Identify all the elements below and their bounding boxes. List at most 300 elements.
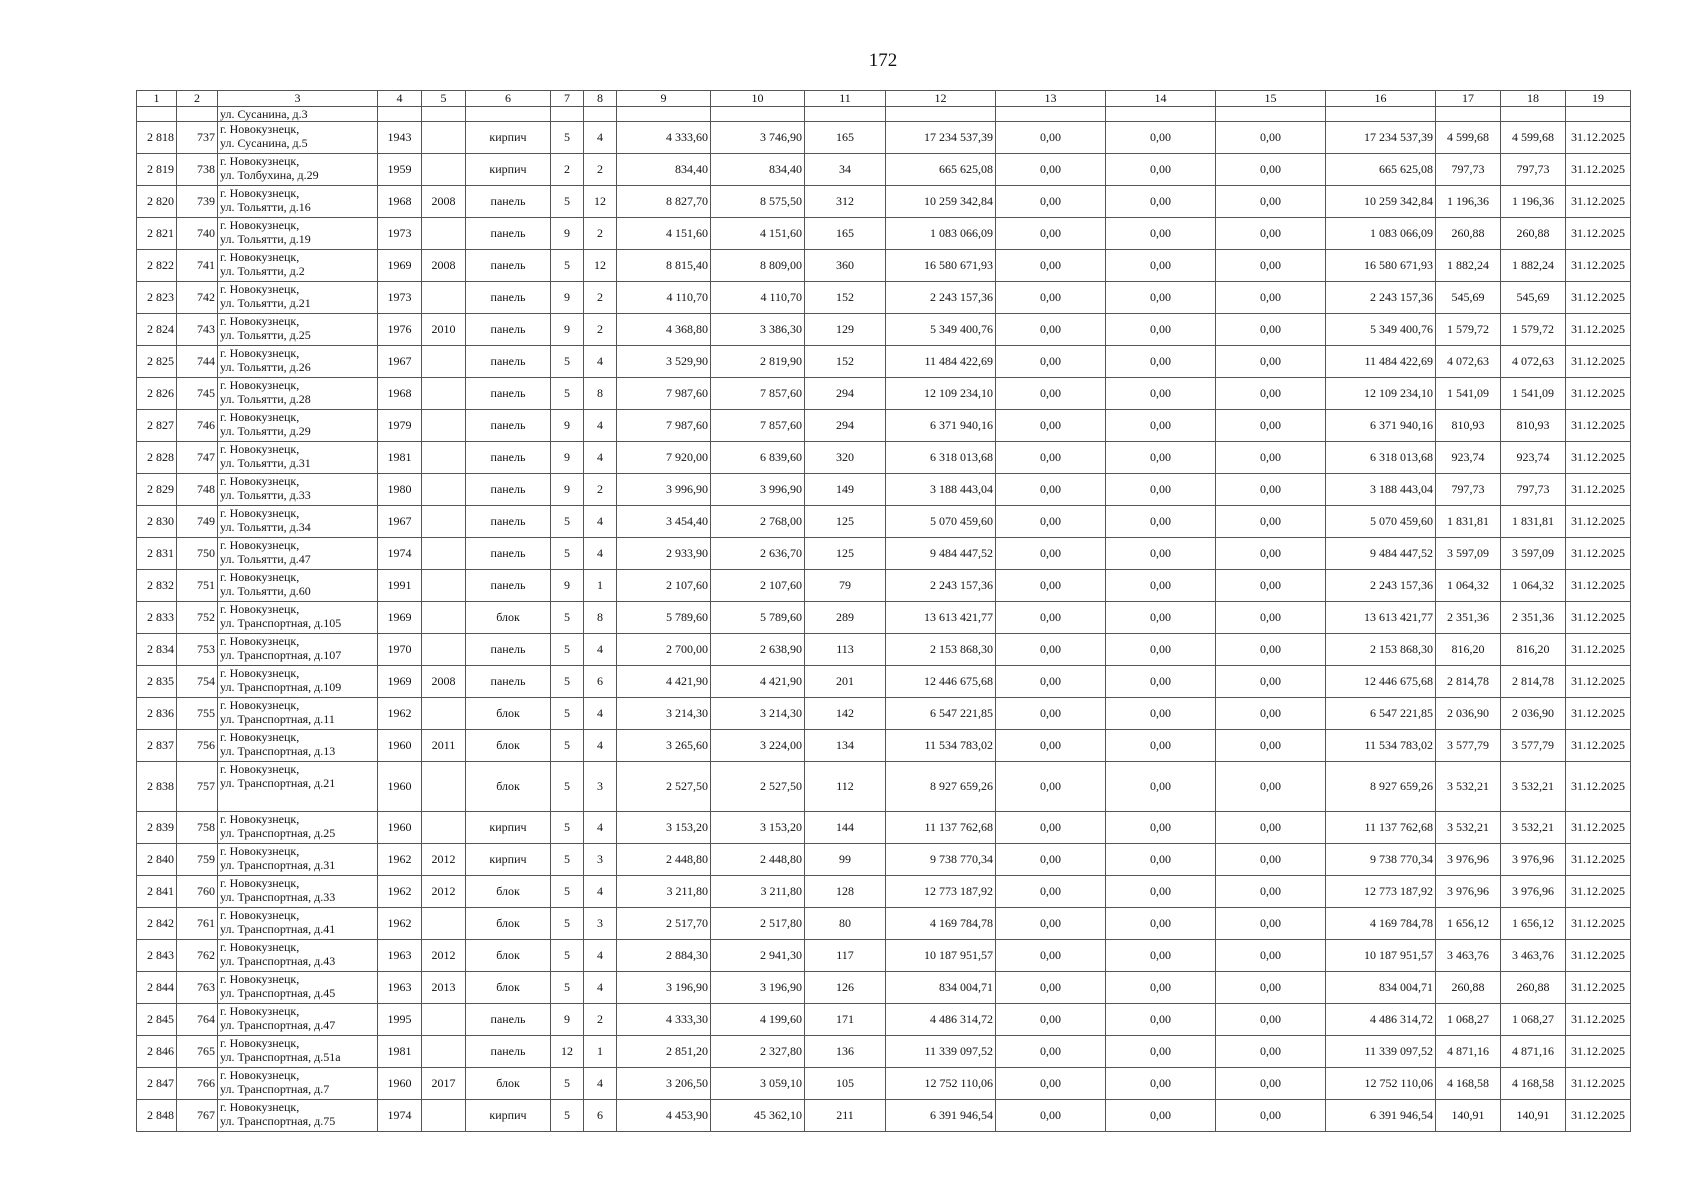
- owner-funds-cell: 6 318 013,68: [1326, 442, 1436, 474]
- record-number-cell: 2 844: [137, 972, 177, 1004]
- unit-cost-cell: 3 976,96: [1436, 844, 1501, 876]
- federal-funds-cell: 0,00: [996, 1100, 1106, 1132]
- wall-material-cell: панель: [466, 666, 551, 698]
- table-body: [137, 107, 1631, 1132]
- table-row: [137, 314, 1631, 346]
- federal-funds-cell: 0,00: [996, 602, 1106, 634]
- federal-funds-cell: 0,00: [996, 1068, 1106, 1100]
- entrances-cell: 4: [584, 876, 617, 908]
- residents-cell: 112: [805, 762, 886, 812]
- year-built-cell: 1962: [378, 698, 422, 730]
- table-row: [137, 730, 1631, 762]
- entrances-cell: 4: [584, 972, 617, 1004]
- regional-funds-cell: 0,00: [1106, 908, 1216, 940]
- floors-cell: 9: [551, 474, 584, 506]
- max-unit-cost-cell: 1 196,36: [1501, 186, 1566, 218]
- total-area-cell: 7 920,00: [617, 442, 711, 474]
- local-funds-cell: 0,00: [1216, 908, 1326, 940]
- floors-cell: 12: [551, 1036, 584, 1068]
- address-cell: [218, 940, 378, 972]
- entrances-cell: 4: [584, 940, 617, 972]
- owner-funds-cell: 11 339 097,52: [1326, 1036, 1436, 1068]
- residential-area-cell: 3 153,20: [711, 812, 805, 844]
- entrances-cell: 6: [584, 666, 617, 698]
- year-renovated-cell: [422, 218, 466, 250]
- year-renovated-cell: [422, 602, 466, 634]
- address-city: г. Новокузнецк,: [220, 282, 300, 296]
- table-row: [137, 1036, 1631, 1068]
- entrances-cell: 4: [584, 506, 617, 538]
- year-renovated-cell: 2017: [422, 1068, 466, 1100]
- wall-material-cell: блок: [466, 1068, 551, 1100]
- residential-area-cell: 2 448,80: [711, 844, 805, 876]
- address-city: г. Новокузнецк,: [220, 538, 300, 552]
- federal-funds-cell: 0,00: [996, 474, 1106, 506]
- sequence-number-cell: 748: [177, 474, 218, 506]
- sequence-number-cell: 754: [177, 666, 218, 698]
- regional-funds-cell: 0,00: [1106, 666, 1216, 698]
- address-cell: [218, 666, 378, 698]
- table-row: [137, 570, 1631, 602]
- total-cost-cell: 17 234 537,39: [886, 122, 996, 154]
- year-renovated-cell: [422, 282, 466, 314]
- completion-date-cell: 31.12.2025: [1566, 812, 1631, 844]
- year-renovated-cell: [422, 812, 466, 844]
- unit-cost-cell: 3 597,09: [1436, 538, 1501, 570]
- floors-cell: 5: [551, 698, 584, 730]
- wall-material-cell: блок: [466, 602, 551, 634]
- sequence-number-cell: 739: [177, 186, 218, 218]
- owner-funds-cell: 3 188 443,04: [1326, 474, 1436, 506]
- regional-funds-cell: 0,00: [1106, 1036, 1216, 1068]
- floors-cell: 5: [551, 812, 584, 844]
- owner-funds-cell: 8 927 659,26: [1326, 762, 1436, 812]
- sequence-number-cell: 744: [177, 346, 218, 378]
- address-city: г. Новокузнецк,: [220, 940, 300, 954]
- sequence-number-cell: 765: [177, 1036, 218, 1068]
- address-city: г. Новокузнецк,: [220, 474, 300, 488]
- entrances-cell: 2: [584, 282, 617, 314]
- completion-date-cell: 31.12.2025: [1566, 762, 1631, 812]
- residents-cell: 142: [805, 698, 886, 730]
- completion-date-cell: 31.12.2025: [1566, 698, 1631, 730]
- regional-funds-cell: 0,00: [1106, 762, 1216, 812]
- address-cell: [218, 698, 378, 730]
- unit-cost-cell: 260,88: [1436, 972, 1501, 1004]
- address-city: г. Новокузнецк,: [220, 570, 300, 584]
- entrances-cell: 3: [584, 908, 617, 940]
- federal-funds-cell: 0,00: [996, 762, 1106, 812]
- entrances-cell: 3: [584, 762, 617, 812]
- unit-cost-cell: 923,74: [1436, 442, 1501, 474]
- wall-material-cell: кирпич: [466, 844, 551, 876]
- entrances-cell: 4: [584, 812, 617, 844]
- owner-funds-cell: 12 752 110,06: [1326, 1068, 1436, 1100]
- owner-funds-cell: 9 738 770,34: [1326, 844, 1436, 876]
- column-header-2: 2: [177, 91, 218, 107]
- sequence-number-cell: 755: [177, 698, 218, 730]
- table-row: [137, 940, 1631, 972]
- total-cost-cell: 2 243 157,36: [886, 282, 996, 314]
- local-funds-cell: 0,00: [1216, 634, 1326, 666]
- local-funds-cell: 0,00: [1216, 698, 1326, 730]
- total-cost-cell: 12 773 187,92: [886, 876, 996, 908]
- sequence-number-cell: 757: [177, 762, 218, 812]
- max-unit-cost-cell: 1 656,12: [1501, 908, 1566, 940]
- address-cell: [218, 314, 378, 346]
- total-area-cell: 3 996,90: [617, 474, 711, 506]
- residential-area-cell: 2 768,00: [711, 506, 805, 538]
- table-row: [137, 844, 1631, 876]
- year-renovated-cell: [422, 908, 466, 940]
- completion-date-cell: 31.12.2025: [1566, 442, 1631, 474]
- local-funds-cell: 0,00: [1216, 346, 1326, 378]
- unit-cost-cell: 2 036,90: [1436, 698, 1501, 730]
- total-area-cell: 2 851,20: [617, 1036, 711, 1068]
- residents-cell: 144: [805, 812, 886, 844]
- wall-material-cell: блок: [466, 698, 551, 730]
- total-cost-cell: 4 169 784,78: [886, 908, 996, 940]
- completion-date-cell: 31.12.2025: [1566, 570, 1631, 602]
- wall-material-cell: панель: [466, 442, 551, 474]
- total-area-cell: 4 453,90: [617, 1100, 711, 1132]
- entrances-cell: 4: [584, 346, 617, 378]
- year-renovated-cell: [422, 442, 466, 474]
- owner-funds-cell: 12 446 675,68: [1326, 666, 1436, 698]
- table-row: [137, 442, 1631, 474]
- local-funds-cell: 0,00: [1216, 282, 1326, 314]
- entrances-cell: 4: [584, 122, 617, 154]
- year-renovated-cell: [422, 538, 466, 570]
- total-area-cell: 4 110,70: [617, 282, 711, 314]
- max-unit-cost-cell: 545,69: [1501, 282, 1566, 314]
- column-header-4: 4: [378, 91, 422, 107]
- local-funds-cell: 0,00: [1216, 1036, 1326, 1068]
- address-cell: [218, 538, 378, 570]
- record-number-cell: 2 837: [137, 730, 177, 762]
- column-header-18: 18: [1501, 91, 1566, 107]
- address-cell: [218, 1068, 378, 1100]
- total-cost-cell: 16 580 671,93: [886, 250, 996, 282]
- completion-date-cell: 31.12.2025: [1566, 506, 1631, 538]
- record-number-cell: 2 846: [137, 1036, 177, 1068]
- year-renovated-cell: 2012: [422, 844, 466, 876]
- year-built-cell: 1981: [378, 442, 422, 474]
- year-renovated-cell: [422, 122, 466, 154]
- unit-cost-cell: 2 351,36: [1436, 602, 1501, 634]
- max-unit-cost-cell: 3 577,79: [1501, 730, 1566, 762]
- max-unit-cost-cell: 260,88: [1501, 218, 1566, 250]
- unit-cost-cell: 545,69: [1436, 282, 1501, 314]
- address-cell: [218, 812, 378, 844]
- address-cell: [218, 282, 378, 314]
- wall-material-cell: панель: [466, 634, 551, 666]
- floors-cell: 9: [551, 218, 584, 250]
- completion-date-cell: 31.12.2025: [1566, 314, 1631, 346]
- floors-cell: 9: [551, 282, 584, 314]
- regional-funds-cell: 0,00: [1106, 154, 1216, 186]
- residents-cell: 320: [805, 442, 886, 474]
- residential-area-cell: 2 819,90: [711, 346, 805, 378]
- record-number-cell: 2 829: [137, 474, 177, 506]
- residential-area-cell: 8 575,50: [711, 186, 805, 218]
- address-cell: [218, 602, 378, 634]
- address-city: г. Новокузнецк,: [220, 122, 300, 136]
- total-cost-cell: 12 446 675,68: [886, 666, 996, 698]
- federal-funds-cell: 0,00: [996, 538, 1106, 570]
- owner-funds-cell: 2 243 157,36: [1326, 570, 1436, 602]
- page-number: 172: [868, 50, 898, 71]
- completion-date-cell: 31.12.2025: [1566, 844, 1631, 876]
- year-built-cell: 1980: [378, 474, 422, 506]
- local-funds-cell: 0,00: [1216, 538, 1326, 570]
- floors-cell: 5: [551, 876, 584, 908]
- local-funds-cell: 0,00: [1216, 844, 1326, 876]
- federal-funds-cell: 0,00: [996, 186, 1106, 218]
- unit-cost-cell: 1 064,32: [1436, 570, 1501, 602]
- max-unit-cost-cell: 2 814,78: [1501, 666, 1566, 698]
- owner-funds-cell: 834 004,71: [1326, 972, 1436, 1004]
- year-renovated-cell: 2012: [422, 876, 466, 908]
- sequence-number-cell: 745: [177, 378, 218, 410]
- regional-funds-cell: 0,00: [1106, 730, 1216, 762]
- federal-funds-cell: 0,00: [996, 876, 1106, 908]
- residential-area-cell: 7 857,60: [711, 378, 805, 410]
- residential-area-cell: 5 789,60: [711, 602, 805, 634]
- floors-cell: 5: [551, 634, 584, 666]
- unit-cost-cell: 1 656,12: [1436, 908, 1501, 940]
- floors-cell: 5: [551, 346, 584, 378]
- record-number-cell: 2 823: [137, 282, 177, 314]
- regional-funds-cell: 0,00: [1106, 346, 1216, 378]
- federal-funds-cell: 0,00: [996, 154, 1106, 186]
- local-funds-cell: 0,00: [1216, 314, 1326, 346]
- table-row: [137, 812, 1631, 844]
- year-built-cell: 1943: [378, 122, 422, 154]
- address-cell: [218, 908, 378, 940]
- entrances-cell: 2: [584, 154, 617, 186]
- year-built-cell: 1967: [378, 506, 422, 538]
- record-number-cell: 2 825: [137, 346, 177, 378]
- address-city: г. Новокузнецк,: [220, 218, 300, 232]
- federal-funds-cell: 0,00: [996, 442, 1106, 474]
- regional-funds-cell: 0,00: [1106, 1068, 1216, 1100]
- unit-cost-cell: 260,88: [1436, 218, 1501, 250]
- entrances-cell: 8: [584, 602, 617, 634]
- residents-cell: 149: [805, 474, 886, 506]
- local-funds-cell: 0,00: [1216, 122, 1326, 154]
- max-unit-cost-cell: 1 064,32: [1501, 570, 1566, 602]
- total-cost-cell: 11 484 422,69: [886, 346, 996, 378]
- total-area-cell: 4 368,80: [617, 314, 711, 346]
- sequence-number-cell: 740: [177, 218, 218, 250]
- table-row: [137, 602, 1631, 634]
- address-city: г. Новокузнецк,: [220, 154, 300, 168]
- federal-funds-cell: 0,00: [996, 506, 1106, 538]
- wall-material-cell: панель: [466, 346, 551, 378]
- federal-funds-cell: 0,00: [996, 698, 1106, 730]
- max-unit-cost-cell: 1 579,72: [1501, 314, 1566, 346]
- total-area-cell: 8 815,40: [617, 250, 711, 282]
- table-row: [137, 762, 1631, 812]
- max-unit-cost-cell: 140,91: [1501, 1100, 1566, 1132]
- address-cell: [218, 442, 378, 474]
- total-cost-cell: 6 391 946,54: [886, 1100, 996, 1132]
- wall-material-cell: панель: [466, 1004, 551, 1036]
- unit-cost-cell: 140,91: [1436, 1100, 1501, 1132]
- unit-cost-cell: 1 068,27: [1436, 1004, 1501, 1036]
- owner-funds-cell: 5 070 459,60: [1326, 506, 1436, 538]
- max-unit-cost-cell: 4 599,68: [1501, 122, 1566, 154]
- total-cost-cell: 10 259 342,84: [886, 186, 996, 218]
- year-renovated-cell: 2008: [422, 666, 466, 698]
- housing-register-table: [136, 90, 1631, 1132]
- record-number-cell: 2 828: [137, 442, 177, 474]
- unit-cost-cell: 4 599,68: [1436, 122, 1501, 154]
- total-area-cell: 3 265,60: [617, 730, 711, 762]
- residential-area-cell: 3 196,90: [711, 972, 805, 1004]
- owner-funds-cell: 17 234 537,39: [1326, 122, 1436, 154]
- total-cost-cell: 11 137 762,68: [886, 812, 996, 844]
- max-unit-cost-cell: 3 532,21: [1501, 812, 1566, 844]
- total-area-cell: 2 884,30: [617, 940, 711, 972]
- wall-material-cell: панель: [466, 186, 551, 218]
- owner-funds-cell: 4 486 314,72: [1326, 1004, 1436, 1036]
- address-city: г. Новокузнецк,: [220, 314, 300, 328]
- local-funds-cell: 0,00: [1216, 218, 1326, 250]
- entrances-cell: 1: [584, 570, 617, 602]
- year-built-cell: 1968: [378, 186, 422, 218]
- year-renovated-cell: [422, 154, 466, 186]
- residential-area-cell: 6 839,60: [711, 442, 805, 474]
- address-street: ул. Транспортная, д.13: [220, 744, 336, 758]
- year-renovated-cell: [422, 1100, 466, 1132]
- year-renovated-cell: [422, 1036, 466, 1068]
- address-city: г. Новокузнецк,: [220, 346, 300, 360]
- year-renovated-cell: 2012: [422, 940, 466, 972]
- table-row: [137, 1004, 1631, 1036]
- total-area-cell: 2 448,80: [617, 844, 711, 876]
- sequence-number-cell: 764: [177, 1004, 218, 1036]
- residents-cell: 294: [805, 378, 886, 410]
- residential-area-cell: 4 110,70: [711, 282, 805, 314]
- address-street: ул. Транспортная, д.25: [220, 826, 336, 840]
- max-unit-cost-cell: 3 597,09: [1501, 538, 1566, 570]
- owner-funds-cell: 2 153 868,30: [1326, 634, 1436, 666]
- sequence-number-cell: 753: [177, 634, 218, 666]
- owner-funds-cell: 10 259 342,84: [1326, 186, 1436, 218]
- wall-material-cell: кирпич: [466, 812, 551, 844]
- residents-cell: 128: [805, 876, 886, 908]
- local-funds-cell: 0,00: [1216, 876, 1326, 908]
- address-cell: [218, 186, 378, 218]
- column-header-3: 3: [218, 91, 378, 107]
- wall-material-cell: панель: [466, 250, 551, 282]
- address-cell: [218, 972, 378, 1004]
- year-built-cell: 1981: [378, 1036, 422, 1068]
- owner-funds-cell: 12 109 234,10: [1326, 378, 1436, 410]
- table-row: [137, 666, 1631, 698]
- sequence-number-cell: 767: [177, 1100, 218, 1132]
- address-street: ул. Сусанина, д.5: [220, 136, 308, 150]
- completion-date-cell: 31.12.2025: [1566, 154, 1631, 186]
- record-number-cell: 2 845: [137, 1004, 177, 1036]
- total-area-cell: 3 529,90: [617, 346, 711, 378]
- year-renovated-cell: [422, 762, 466, 812]
- regional-funds-cell: 0,00: [1106, 122, 1216, 154]
- regional-funds-cell: 0,00: [1106, 940, 1216, 972]
- wall-material-cell: панель: [466, 538, 551, 570]
- floors-cell: 5: [551, 122, 584, 154]
- column-number-header: [137, 91, 1631, 107]
- table-row: [137, 250, 1631, 282]
- address-city: г. Новокузнецк,: [220, 1036, 300, 1050]
- total-area-cell: 834,40: [617, 154, 711, 186]
- table-row: [137, 1100, 1631, 1132]
- sequence-number-cell: 752: [177, 602, 218, 634]
- residential-area-cell: 4 151,60: [711, 218, 805, 250]
- address-street: ул. Тольятти, д.34: [220, 520, 311, 534]
- federal-funds-cell: 0,00: [996, 666, 1106, 698]
- wall-material-cell: блок: [466, 762, 551, 812]
- residents-cell: 134: [805, 730, 886, 762]
- address-cell: [218, 1004, 378, 1036]
- local-funds-cell: 0,00: [1216, 410, 1326, 442]
- year-renovated-cell: [422, 474, 466, 506]
- owner-funds-cell: 11 534 783,02: [1326, 730, 1436, 762]
- entrances-cell: 3: [584, 844, 617, 876]
- completion-date-cell: 31.12.2025: [1566, 1068, 1631, 1100]
- year-built-cell: 1960: [378, 730, 422, 762]
- address-city: г. Новокузнецк,: [220, 250, 300, 264]
- total-cost-cell: 8 927 659,26: [886, 762, 996, 812]
- wall-material-cell: блок: [466, 876, 551, 908]
- wall-material-cell: блок: [466, 908, 551, 940]
- max-unit-cost-cell: 810,93: [1501, 410, 1566, 442]
- address-city: г. Новокузнецк,: [220, 698, 300, 712]
- regional-funds-cell: 0,00: [1106, 844, 1216, 876]
- local-funds-cell: 0,00: [1216, 1004, 1326, 1036]
- total-area-cell: 3 196,90: [617, 972, 711, 1004]
- total-area-cell: 3 454,40: [617, 506, 711, 538]
- floors-cell: 9: [551, 314, 584, 346]
- year-built-cell: 1963: [378, 972, 422, 1004]
- max-unit-cost-cell: 4 168,58: [1501, 1068, 1566, 1100]
- wall-material-cell: панель: [466, 506, 551, 538]
- max-unit-cost-cell: 797,73: [1501, 154, 1566, 186]
- column-header-12: 12: [886, 91, 996, 107]
- residential-area-cell: 2 517,80: [711, 908, 805, 940]
- column-header-8: 8: [584, 91, 617, 107]
- address-city: г. Новокузнецк,: [220, 762, 300, 776]
- entrances-cell: 4: [584, 698, 617, 730]
- federal-funds-cell: 0,00: [996, 122, 1106, 154]
- table-row: [137, 378, 1631, 410]
- sequence-number-cell: 760: [177, 876, 218, 908]
- total-cost-cell: 1 083 066,09: [886, 218, 996, 250]
- local-funds-cell: 0,00: [1216, 812, 1326, 844]
- address-city: г. Новокузнецк,: [220, 730, 300, 744]
- regional-funds-cell: 0,00: [1106, 314, 1216, 346]
- floors-cell: 5: [551, 250, 584, 282]
- unit-cost-cell: 3 532,21: [1436, 812, 1501, 844]
- completion-date-cell: 31.12.2025: [1566, 538, 1631, 570]
- unit-cost-cell: 797,73: [1436, 474, 1501, 506]
- residents-cell: 312: [805, 186, 886, 218]
- local-funds-cell: 0,00: [1216, 762, 1326, 812]
- total-area-cell: 3 206,50: [617, 1068, 711, 1100]
- max-unit-cost-cell: 4 072,63: [1501, 346, 1566, 378]
